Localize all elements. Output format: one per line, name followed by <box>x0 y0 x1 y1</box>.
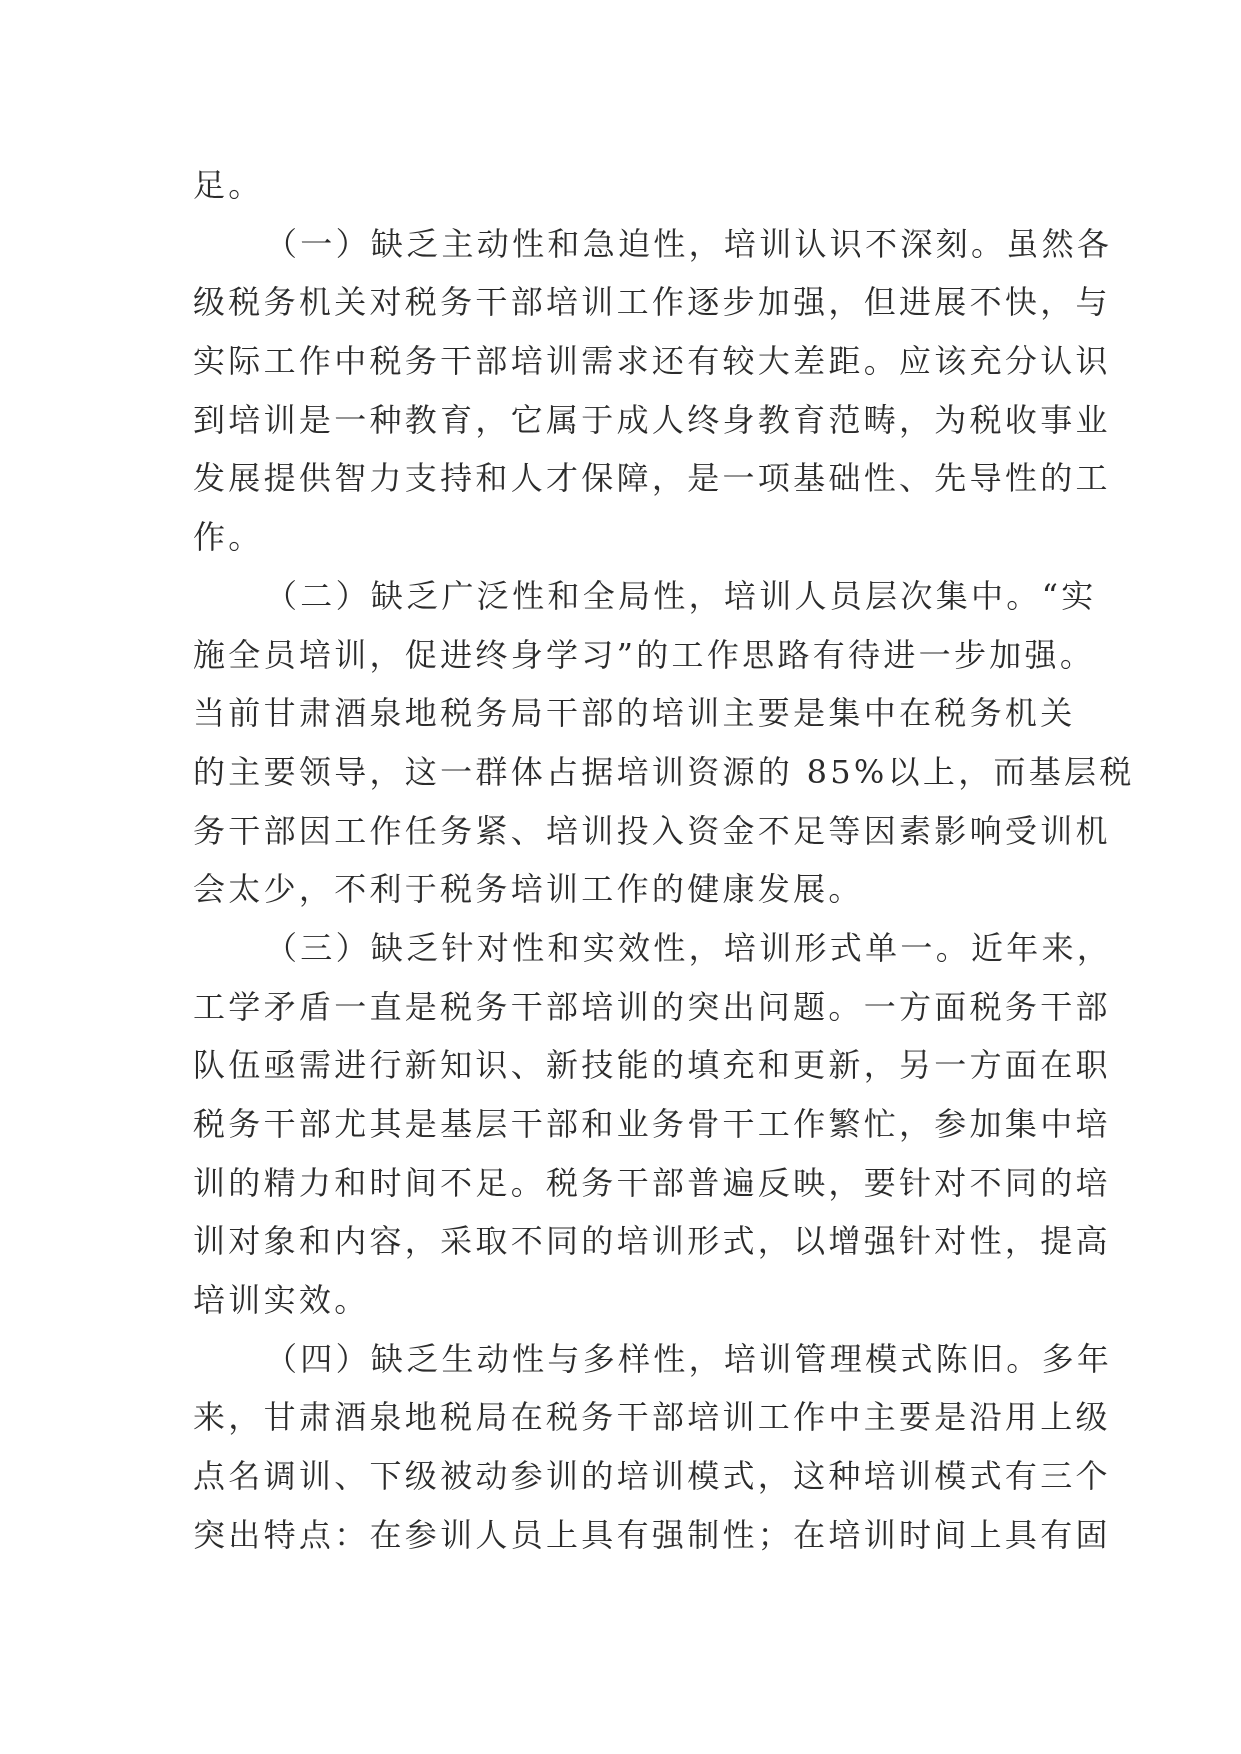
text-line: 来，甘肃酒泉地税局在税务干部培训工作中主要是沿用上级 <box>193 1398 1111 1437</box>
text-line: 工学矛盾一直是税务干部培训的突出问题。一方面税务干部 <box>193 987 1111 1026</box>
paragraph-heading-line: （三）缺乏针对性和实效性，培训形式单一。近年来， <box>265 928 1113 967</box>
text-line: 突出特点：在参训人员上具有强制性；在培训时间上具有固 <box>193 1515 1111 1554</box>
text-line: 务干部因工作任务紧、培训投入资金不足等因素影响受训机 <box>193 811 1111 850</box>
text-line: 级税务机关对税务干部培训工作逐步加强，但进展不快，与 <box>193 283 1111 322</box>
paragraph-heading-line: （二）缺乏广泛性和全局性，培训人员层次集中。“实 <box>265 576 1097 615</box>
paragraph-heading-line: （一）缺乏主动性和急迫性，培训认识不深刻。虽然各 <box>265 224 1113 263</box>
body-text <box>193 156 1135 1565</box>
text-line: 队伍亟需进行新知识、新技能的填充和更新，另一方面在职 <box>193 1046 1111 1085</box>
text-line: 到培训是一种教育，它属于成人终身教育范畴，为税收事业 <box>193 400 1111 439</box>
text-line: 发展提供智力支持和人才保障，是一项基础性、先导性的工 <box>193 459 1111 498</box>
text-line: 培训实效。 <box>193 1281 370 1320</box>
text-line: 实际工作中税务干部培训需求还有较大差距。应该充分认识 <box>193 342 1111 381</box>
text-line: 税务干部尤其是基层干部和业务骨干工作繁忙，参加集中培 <box>193 1105 1111 1143</box>
text-line: 训的精力和时间不足。税务干部普遍反映，要针对不同的培 <box>193 1163 1111 1202</box>
text-line: 点名调训、下级被动参训的培训模式，这种培训模式有三个 <box>193 1457 1111 1496</box>
text-line: 的主要领导，这一群体占据培训资源的 85%以上，而基层税 <box>193 752 1135 791</box>
text-line: 训对象和内容，采取不同的培训形式，以增强针对性，提高 <box>193 1222 1111 1261</box>
text-line: 当前甘肃酒泉地税务局干部的培训主要是集中在税务机关 <box>193 694 1076 733</box>
text-line: 会太少，不利于税务培训工作的健康发展。 <box>193 870 864 909</box>
text-line: 作。 <box>193 518 264 557</box>
paragraph-heading-line: （四）缺乏生动性与多样性，培训管理模式陈旧。多年 <box>265 1339 1113 1378</box>
text-line: 施全员培训，促进终身学习”的工作思路有待进一步加强。 <box>193 635 1096 674</box>
text-line: 足。 <box>193 166 264 204</box>
